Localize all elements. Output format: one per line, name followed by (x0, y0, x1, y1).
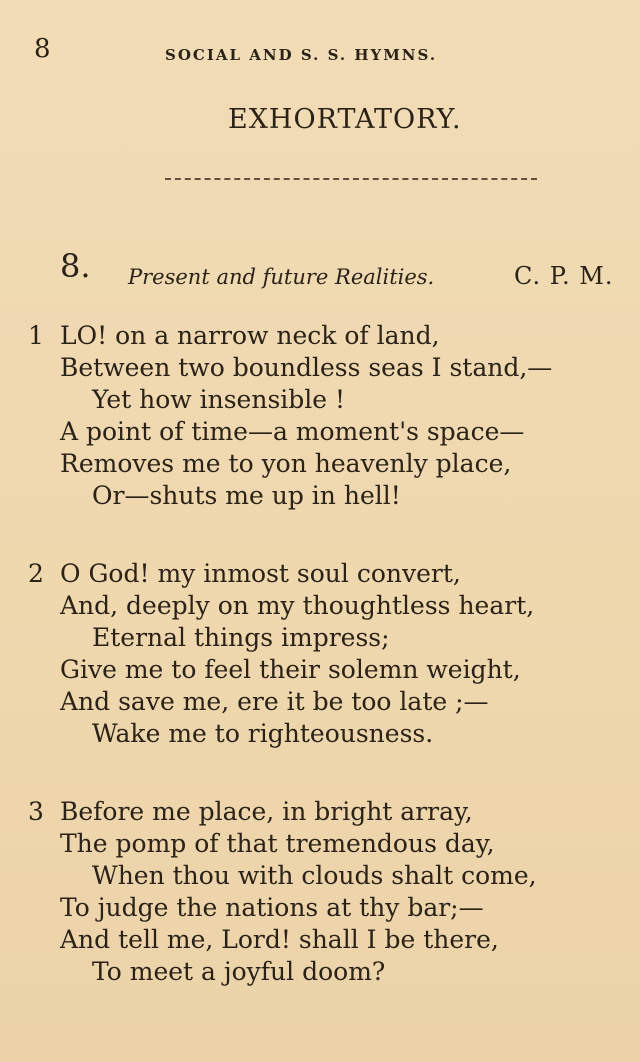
verse-line: Eternal things impress; (92, 623, 390, 652)
verse-line: O God! my inmost soul convert, (60, 559, 461, 588)
verse-line: Before me place, in bright array, (60, 797, 473, 826)
verse-line: Wake me to righteousness. (92, 719, 434, 748)
verse-line: Or—shuts me up in hell! (92, 481, 401, 510)
stanza-number: 2 (28, 559, 44, 588)
hymn-meter: C. P. M. (514, 262, 614, 290)
verse-line: LO! on a narrow neck of land, (60, 321, 440, 350)
verse-line: A point of time—a moment's space— (60, 417, 525, 446)
hymn-number: 8. (60, 247, 91, 285)
section-divider (165, 178, 537, 180)
stanza-number: 1 (28, 321, 44, 350)
verse-line: To meet a joyful doom? (92, 957, 386, 986)
verse-line: Removes me to yon heavenly place, (60, 449, 512, 478)
verse-line: Between two boundless seas I stand,— (60, 353, 553, 382)
verse-line: When thou with clouds shalt come, (92, 861, 537, 890)
verse-line: To judge the nations at thy bar;— (60, 893, 484, 922)
stanza-lines (60, 320, 552, 512)
hymn-title: Present and future Realities. (128, 265, 435, 289)
verse-line: And, deeply on my thoughtless heart, (60, 591, 535, 620)
running-head: SOCIAL AND S. S. HYMNS. (165, 46, 438, 64)
stanza-number: 3 (28, 797, 44, 826)
verse-line: And save me, ere it be too late ;— (60, 687, 489, 716)
verse-line: And tell me, Lord! shall I be there, (60, 925, 499, 954)
verse-line: The pomp of that tremendous day, (60, 829, 495, 858)
section-title: EXHORTATORY. (228, 104, 462, 135)
page-number: 8 (34, 34, 51, 64)
stanza-lines (60, 558, 534, 750)
verse-line: Yet how insensible ! (92, 385, 346, 414)
stanza-lines (60, 796, 537, 988)
verse-line: Give me to feel their solemn weight, (60, 655, 521, 684)
